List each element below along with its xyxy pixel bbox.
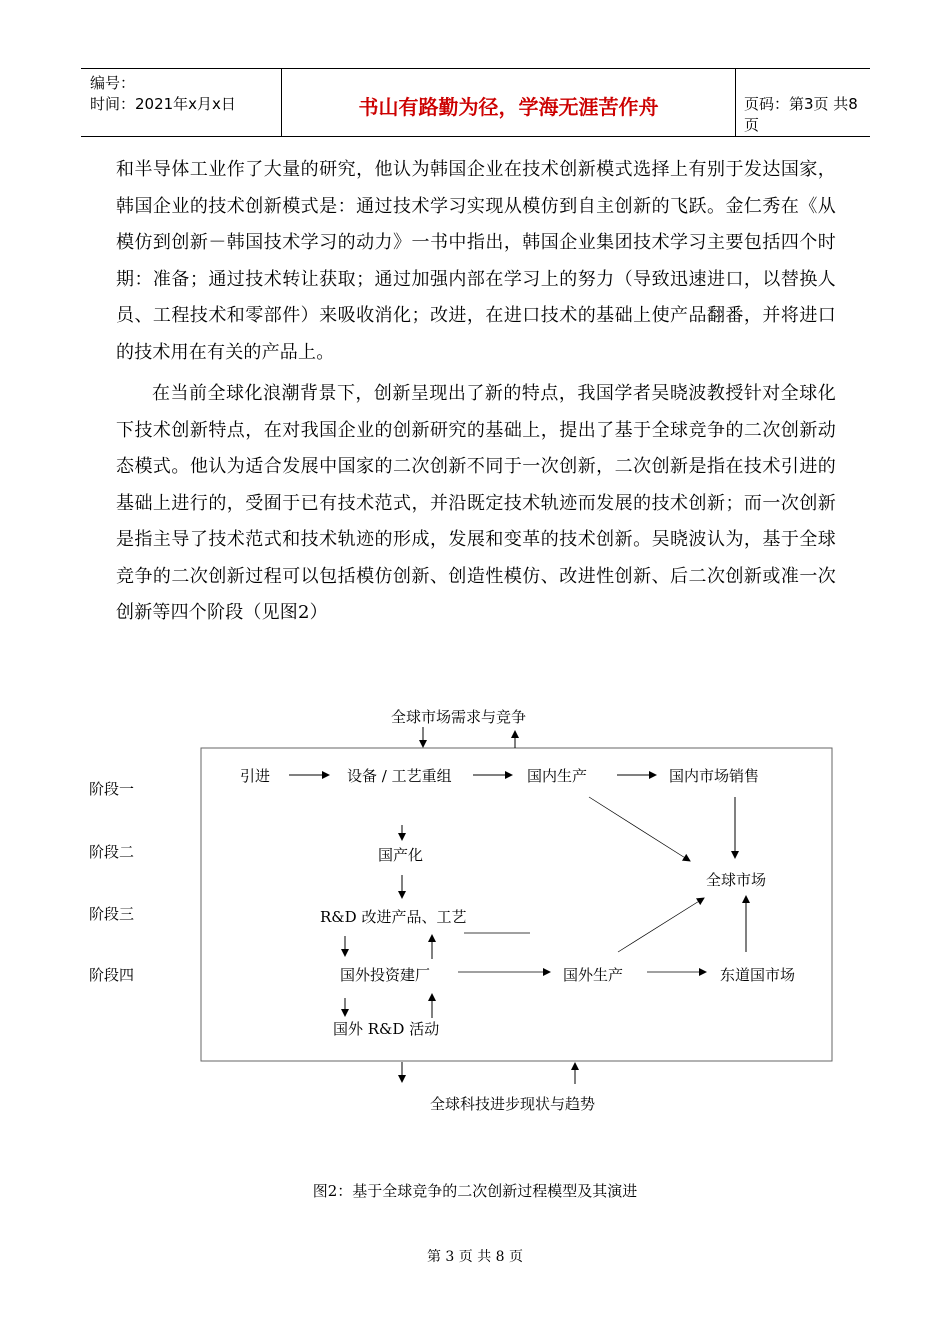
node-domestic-production: 国内生产 bbox=[527, 767, 588, 785]
stage-1-label: 阶段一 bbox=[89, 780, 135, 798]
stage-3-label: 阶段三 bbox=[89, 905, 135, 923]
figure-caption: 图2：基于全球竞争的二次创新过程模型及其演进 bbox=[312, 1182, 638, 1200]
node-foreign-rd: 国外 R&D 活动 bbox=[333, 1020, 440, 1038]
node-equipment: 设备 / 工艺重组 bbox=[347, 767, 452, 785]
node-foreign-investment: 国外投资建厂 bbox=[340, 966, 431, 984]
number-label: 编号： bbox=[90, 74, 136, 92]
header-motto-cell bbox=[281, 69, 736, 136]
node-global-market: 全球市场 bbox=[706, 871, 767, 889]
arrow-foreign-production-global bbox=[618, 898, 704, 952]
header-page-cell bbox=[735, 69, 870, 136]
page-footer: 第 3 页 共 8 页 bbox=[426, 1249, 524, 1265]
header-info-cell bbox=[81, 69, 281, 136]
node-host-market: 东道国市场 bbox=[720, 966, 796, 984]
top-label: 全球市场需求与竞争 bbox=[391, 708, 527, 726]
paragraph-1: 和半导体工业作了大量的研究，他认为韩国企业在技术创新模式选择上有别于发达国家，韩国企业的技术创新模式是：通过技术学习实现从模仿到自主创新的飞跃。金仁秀在《从模仿到创新－韩国技术学习的动力》一书中指出，韩国企业集团技术学习主要包括四个时期：准备；通过技术转让获取；通过加强内部在学习上的努力（导致迅速进口，以替换人员、工程技术和零部件）来吸收消化；改进，在进口技术的基础上使产品翻番，并将进口的技术用在有关的产品上。 bbox=[116, 159, 836, 363]
node-rd-improve: R&D 改进产品、工艺 bbox=[320, 908, 467, 926]
stage-2-label: 阶段二 bbox=[89, 843, 135, 861]
node-introduce: 引进 bbox=[240, 767, 271, 785]
diagram-frame bbox=[201, 748, 832, 1061]
node-localization: 国产化 bbox=[378, 846, 424, 864]
node-foreign-production: 国外生产 bbox=[563, 966, 624, 984]
motto: 书山有路勤为径，学海无涯苦作舟 bbox=[358, 95, 659, 119]
arrow-production-global bbox=[589, 797, 690, 861]
time-label: 时间：2021年x月x日 bbox=[90, 95, 236, 113]
bottom-label: 全球科技进步现状与趋势 bbox=[430, 1095, 596, 1113]
page-header bbox=[81, 68, 870, 137]
paragraph-2: 在当前全球化浪潮背景下，创新呈现出了新的特点，我国学者吴晓波教授针对全球化下技术创新特点，在对我国企业的创新研究的基础上，提出了基于全球竞争的二次创新动态模式。他认为适合发展中国家的二次创新不同于一次创新，二次创新是指在技术引进的基础上进行的，受囿于已有技术范式，并沿既定技术轨迹而发展的技术创新；而一次创新是指主导了技术范式和技术轨迹的形成，发展和变革的技术创新。吴晓波认为，基于全球竞争的二次创新过程可以包括模仿创新、创造性模仿、改进性创新、后二次创新或准一次创新等四个阶段（见图2） bbox=[116, 383, 836, 623]
page-label: 页码：第3页 共8页 bbox=[744, 95, 858, 134]
stage-4-label: 阶段四 bbox=[89, 966, 135, 984]
node-domestic-sales: 国内市场销售 bbox=[669, 767, 760, 785]
